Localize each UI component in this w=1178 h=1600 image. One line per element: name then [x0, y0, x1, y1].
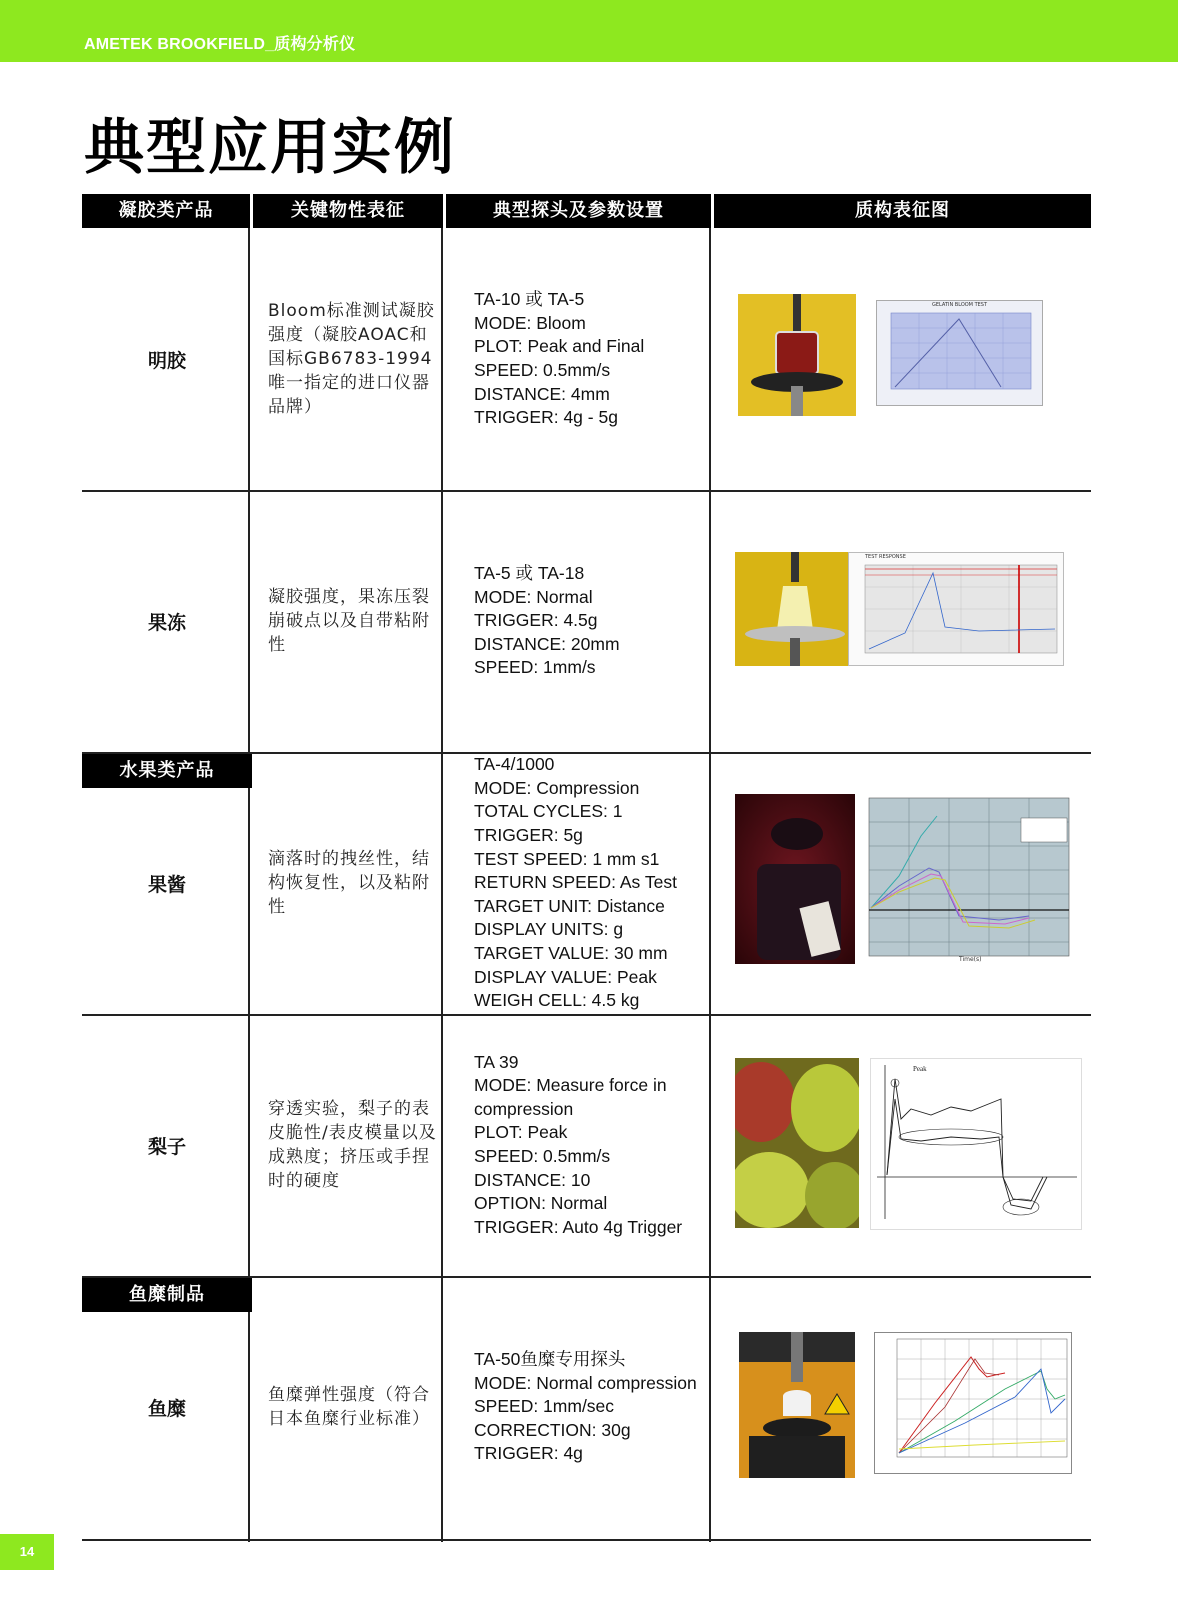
- param-line: TA-4/1000: [474, 754, 555, 775]
- application-table: [82, 194, 1091, 1542]
- param-line: TRIGGER: 4.5g: [474, 610, 598, 631]
- category-fruit: 水果类产品: [82, 754, 252, 788]
- param-line: SPEED: 1mm/sec: [474, 1396, 615, 1417]
- param-line: TARGET VALUE: 30 mm: [474, 942, 668, 963]
- param-line: DISTANCE: 10: [474, 1169, 591, 1190]
- param-line: OPTION: Normal: [474, 1193, 608, 1214]
- param-line: MODE: Measure force in: [474, 1075, 667, 1096]
- jam-photo: [735, 794, 855, 964]
- column-header-chart: 质构表征图: [855, 200, 950, 221]
- params-list: [474, 752, 764, 1014]
- pear-test-chart: [870, 1058, 1082, 1230]
- chart-title: GELATIN BLOOM TEST: [931, 302, 988, 308]
- param-line: MODE: Normal: [474, 586, 593, 607]
- top-banner: [0, 0, 1178, 62]
- row-divider: [82, 1539, 1091, 1541]
- param-line: TA 39: [474, 1051, 519, 1072]
- property-text: 凝胶强度，果冻压裂崩破点以及自带粘附性: [268, 587, 430, 655]
- table-row: [82, 1014, 1091, 1276]
- property-text: 鱼糜弹性强度（符合日本鱼糜行业标准）: [268, 1385, 430, 1429]
- table-row: [82, 1276, 1091, 1538]
- param-line: TRIGGER: 5g: [474, 825, 583, 846]
- param-line: CORRECTION: 30g: [474, 1419, 631, 1440]
- product-name: 鱼糜: [147, 1397, 186, 1420]
- param-line: SPEED: 0.5mm/s: [474, 1146, 611, 1166]
- property-text: 穿透实验，梨子的表皮脆性/表皮模量以及成熟度；挤压或手捏时的硬度: [268, 1099, 437, 1191]
- param-line: SPEED: 0.5mm/s: [474, 360, 611, 380]
- param-line: DISTANCE: 20mm: [474, 633, 620, 654]
- param-line: WEIGH CELL: 4.5 kg: [474, 990, 640, 1011]
- param-line: TRIGGER: 4g: [474, 1443, 583, 1464]
- category-surimi: 鱼糜制品: [82, 1278, 252, 1312]
- brand-title: AMETEK BROOKFIELD_质构分析仪: [84, 36, 356, 53]
- chart-title: TEST RESPONSE: [865, 554, 906, 560]
- page-title: 典型应用实例: [84, 113, 456, 183]
- param-line: MODE: Compression: [474, 777, 640, 798]
- table-row: [82, 752, 1091, 1014]
- param-line: TA-50鱼糜专用探头: [474, 1349, 626, 1370]
- params-list: [474, 228, 764, 490]
- params-list: [474, 490, 764, 752]
- params-list: [474, 1276, 764, 1538]
- page-number: 14: [0, 1534, 54, 1570]
- param-line: DISTANCE: 4mm: [474, 383, 610, 404]
- param-line: TRIGGER: 4g - 5g: [474, 407, 618, 428]
- table-row: [82, 228, 1091, 490]
- param-line: DISPLAY UNITS: g: [474, 919, 624, 940]
- gelatin-bloom-chart: [876, 300, 1043, 406]
- jelly-test-photo: [735, 552, 855, 666]
- jam-test-chart: [859, 796, 1073, 964]
- param-line: TARGET UNIT: Distance: [474, 895, 665, 916]
- jelly-test-chart: [848, 552, 1064, 666]
- chart-peak-label: Peak: [913, 1065, 927, 1073]
- param-line: SPEED: 1mm/s: [474, 657, 596, 678]
- param-line: compression: [474, 1098, 574, 1119]
- param-line: DISPLAY VALUE: Peak: [474, 966, 657, 987]
- param-line: TRIGGER: Auto 4g Trigger: [474, 1216, 683, 1237]
- property-text: 滴落时的拽丝性，结构恢复性，以及粘附性: [268, 849, 430, 917]
- param-line: PLOT: Peak: [474, 1122, 568, 1143]
- param-line: TOTAL CYCLES: 1: [474, 801, 623, 822]
- gelatin-test-photo: [738, 294, 856, 416]
- table-row: [82, 490, 1091, 752]
- product-name: 明胶: [147, 349, 186, 372]
- surimi-test-chart: [874, 1332, 1072, 1474]
- chart-x-label: Time(s): [959, 956, 982, 963]
- column-header-property: 关键物性表征: [291, 200, 405, 221]
- column-header-params: 典型探头及参数设置: [493, 200, 664, 221]
- param-line: MODE: Normal compression: [474, 1372, 697, 1393]
- param-line: TA-10 或 TA-5: [474, 289, 585, 310]
- property-text: Bloom标准测试凝胶强度（凝胶AOAC和国标GB6783-1994唯一指定的进口仪器品牌）: [268, 301, 435, 417]
- product-name: 梨子: [147, 1135, 186, 1158]
- column-header-product: 凝胶类产品: [118, 200, 214, 221]
- table-header: [82, 194, 1091, 228]
- product-name: 果酱: [147, 873, 186, 896]
- param-line: RETURN SPEED: As Test: [474, 872, 677, 893]
- surimi-test-photo: [739, 1332, 855, 1478]
- param-line: MODE: Bloom: [474, 312, 586, 333]
- params-list: [474, 1014, 764, 1276]
- param-line: TEST SPEED: 1 mm s1: [474, 848, 660, 869]
- param-line: PLOT: Peak and Final: [474, 336, 645, 357]
- product-name: 果冻: [147, 611, 186, 634]
- param-line: TA-5 或 TA-18: [474, 563, 585, 584]
- pear-photo: [735, 1058, 859, 1228]
